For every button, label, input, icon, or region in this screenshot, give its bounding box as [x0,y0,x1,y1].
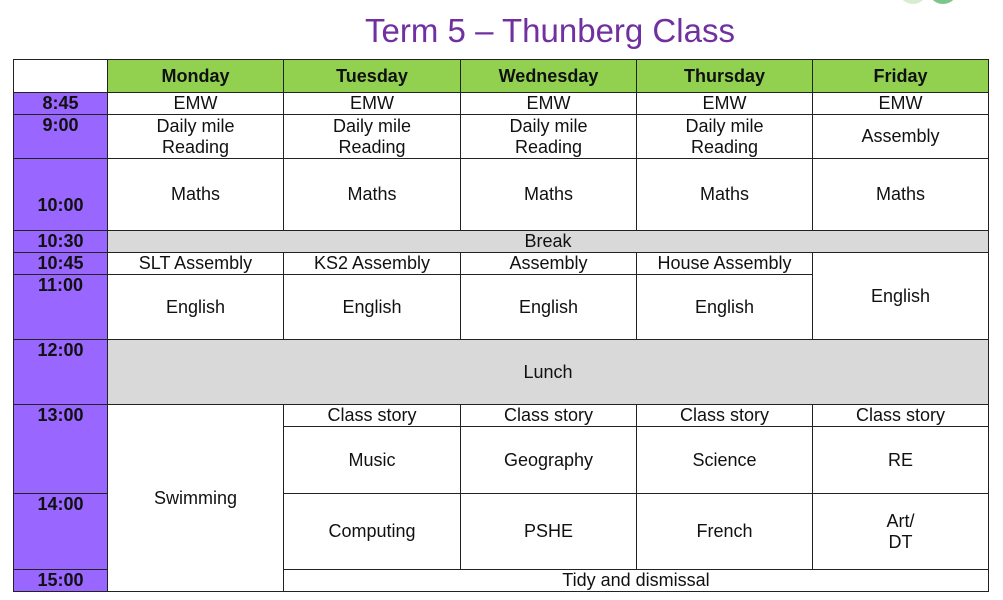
morning-thursday [637,115,813,159]
emw-thursday: EMW [637,93,813,115]
row-maths [14,159,989,231]
day-header-monday: Monday [108,60,284,93]
emw-tuesday: EMW [284,93,461,115]
daily-mile-wednesday: Daily mile [509,115,588,136]
computing-tuesday: Computing [284,494,461,570]
art-line: Art/ [886,510,915,531]
class-story-thursday: Class story [637,405,813,427]
time-1100: 11:00 [14,275,108,340]
lunch-cell: Lunch [108,340,989,405]
assembly-tuesday: KS2 Assembly [284,253,461,275]
maths-thursday: Maths [637,159,813,231]
science-thursday: Science [637,427,813,494]
pshe-wednesday: PSHE [461,494,637,570]
morning-tuesday [284,115,461,159]
time-0845: 8:45 [14,93,108,115]
daily-mile-thursday: Daily mile [685,115,764,136]
reading-monday: Reading [161,136,230,157]
maths-tuesday: Maths [284,159,461,231]
tidy-dismissal-cell: Tidy and dismissal [284,570,989,592]
class-story-friday: Class story [813,405,989,427]
reading-thursday: Reading [690,136,759,157]
row-1200 [14,340,989,405]
dt-line: DT [888,531,913,552]
decorative-circle-light [898,0,928,4]
header-row [14,60,989,93]
row-0845 [14,93,989,115]
emw-friday: EMW [813,93,989,115]
daily-mile-tuesday: Daily mile [332,115,411,136]
assembly-monday: SLT Assembly [108,253,284,275]
emw-wednesday: EMW [461,93,637,115]
time-1200: 12:00 [14,340,108,405]
reading-tuesday: Reading [338,136,406,157]
day-header-friday: Friday [813,60,989,93]
time-1045: 10:45 [14,253,108,275]
maths-friday: Maths [813,159,989,231]
french-thursday: French [637,494,813,570]
re-friday: RE [813,427,989,494]
swimming-monday: Swimming [108,405,284,592]
class-story-wednesday: Class story [461,405,637,427]
english-tuesday: English [284,275,461,340]
morning-monday [108,115,284,159]
morning-wednesday [461,115,637,159]
english-wednesday: English [461,275,637,340]
timetable [13,59,989,592]
time-1030: 10:30 [14,231,108,253]
day-header-thursday: Thursday [637,60,813,93]
page-title: Term 5 – Thunberg Class [365,12,735,49]
row-1300 [14,405,989,427]
time-1500: 15:00 [14,570,108,592]
corner-cell [14,60,108,93]
maths-wednesday: Maths [461,159,637,231]
time-1300: 13:00 [14,405,108,494]
maths-monday: Maths [108,159,284,231]
geography-wednesday: Geography [461,427,637,494]
time-1400: 14:00 [14,494,108,570]
english-friday: English [813,253,989,340]
music-tuesday: Music [284,427,461,494]
emw-monday: EMW [108,93,284,115]
row-1030 [14,231,989,253]
row-0900 [14,115,989,159]
daily-mile-monday: Daily mile [156,115,235,136]
time-1000: 10:00 [14,159,108,231]
decorative-circle-green [928,0,958,4]
assembly-friday: Assembly [813,115,989,159]
class-story-tuesday: Class story [284,405,461,427]
time-0900: 9:00 [14,115,108,159]
reading-wednesday: Reading [514,136,583,157]
break-cell: Break [108,231,989,253]
art-dt-friday [813,494,989,570]
assembly-thursday: House Assembly [637,253,813,275]
english-monday: English [108,275,284,340]
english-thursday: English [637,275,813,340]
assembly-wednesday: Assembly [461,253,637,275]
day-header-wednesday: Wednesday [461,60,637,93]
day-header-tuesday: Tuesday [284,60,461,93]
row-1045 [14,253,989,275]
